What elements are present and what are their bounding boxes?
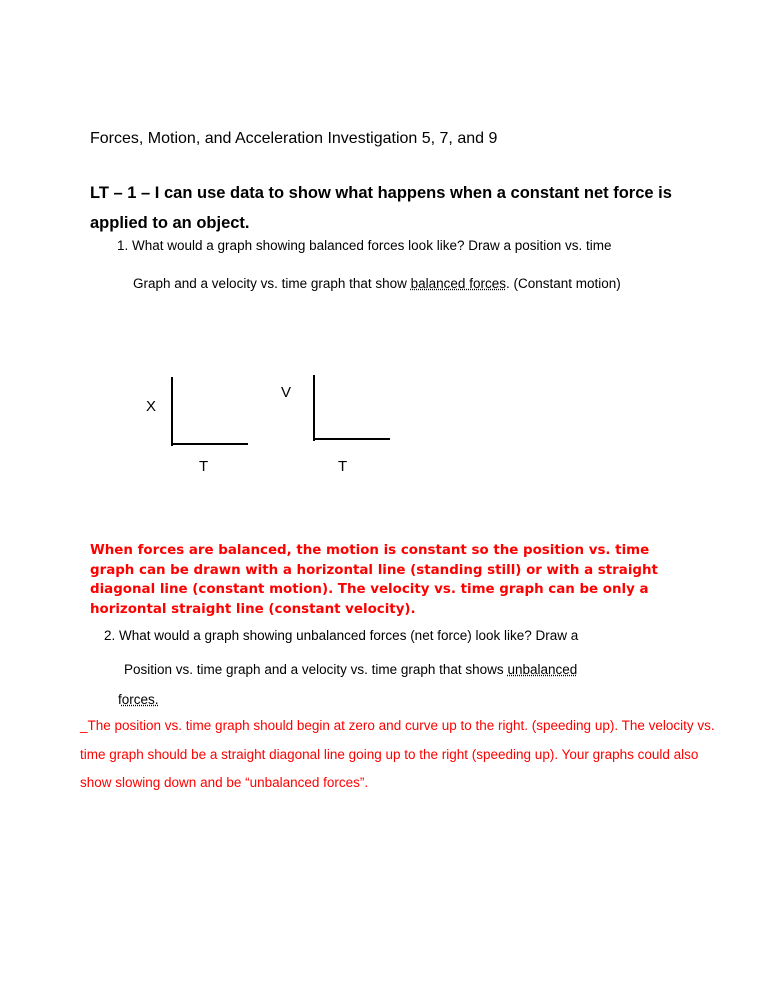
velocity-graph-x-axis xyxy=(313,438,390,440)
learning-target-line-2: applied to an object. xyxy=(90,214,250,232)
forces-term: orces. xyxy=(121,692,159,707)
position-graph-y-label: X xyxy=(146,398,157,415)
question-1-suffix: . (Constant motion) xyxy=(505,276,621,291)
answer-1: When forces are balanced, the motion is constant so the position vs. time graph can be drawn with a horizontal line (standing still) or with a straight diagonal line (constant motion). The velocity vs. time graph can be only a horizontal straight line (constant velocity). xyxy=(90,543,658,618)
learning-target-line-1: LT – 1 – I can use data to show what happens when a constant net force is xyxy=(90,184,672,202)
unbalanced-term: unbalanced xyxy=(507,662,578,677)
balanced-forces-term: balanced forces xyxy=(410,276,506,291)
question-1-text: Graph and a velocity vs. time graph that show xyxy=(133,276,411,291)
velocity-graph-y-axis xyxy=(313,375,315,441)
position-graph-x-label: T xyxy=(199,458,209,475)
question-1-line-2 xyxy=(133,276,621,291)
question-2-line-2 xyxy=(124,662,577,677)
position-graph-y-axis xyxy=(171,377,173,446)
question-2-text: Position vs. time graph and a velocity vs. time graph that shows xyxy=(124,662,508,677)
question-2-line-1: 2. What would a graph showing unbalanced forces (net force) look like? Draw a xyxy=(104,628,579,643)
forces-first-letter: f xyxy=(118,692,122,707)
velocity-graph-y-label: V xyxy=(281,384,292,401)
position-graph-x-axis xyxy=(171,443,248,445)
learning-target xyxy=(90,178,672,238)
answer-2: _The position vs. time graph should begin at zero and curve up to the right. (speeding up). The velocity vs. time graph should be a straight diagonal line going up to the right (speeding up). Your graphs could also show slowing down and be “unbalanced forces”. xyxy=(80,718,715,790)
question-1-line-1: 1. What would a graph showing balanced forces look like? Draw a position vs. time xyxy=(117,238,612,253)
question-2-line-3 xyxy=(118,692,159,707)
velocity-graph-x-label: T xyxy=(338,458,348,475)
document-title: Forces, Motion, and Acceleration Investigation 5, 7, and 9 xyxy=(90,130,498,147)
